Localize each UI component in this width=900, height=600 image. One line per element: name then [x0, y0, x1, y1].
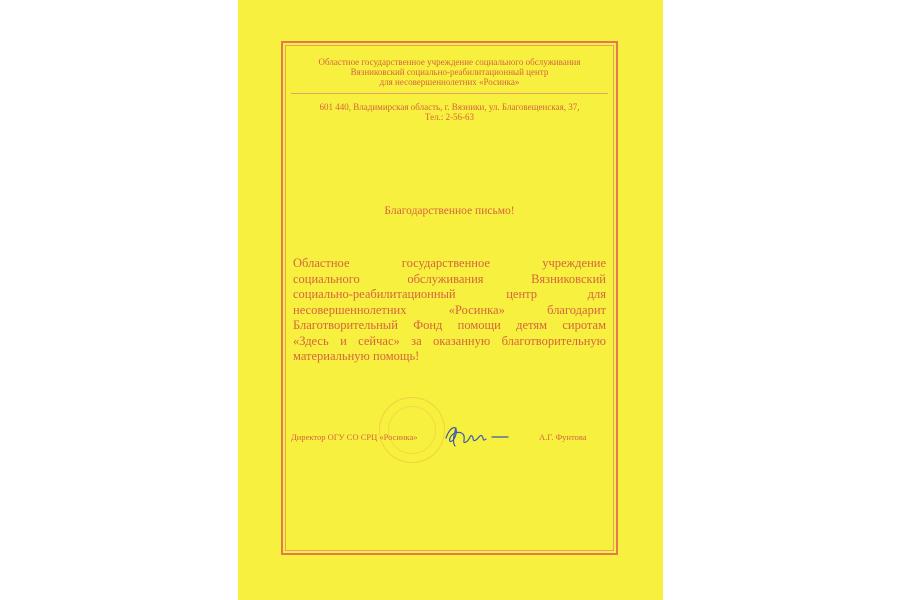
header-phone: Тел.: 2-56-63: [424, 112, 475, 122]
header-org-line-1: Областное государственное учреждение социального обслуживания: [318, 57, 581, 67]
signatory-name: А.Г. Фунтова: [539, 432, 587, 442]
body-line: социального обслуживания Вязниковский: [293, 271, 606, 286]
header-org-line-3: для несовершеннолетних «Росинка»: [379, 77, 520, 87]
letter-body: [293, 256, 606, 365]
letter-frame: [281, 41, 618, 555]
letter-page: [238, 0, 663, 600]
handwritten-signature: [442, 420, 512, 448]
header-org-line-2: Вязниковский социально-реабилитационный центр: [350, 67, 549, 77]
letter-title: Благодарственное письмо!: [384, 205, 515, 217]
header-divider: [291, 93, 608, 94]
body-line: Областное государственное учреждение: [293, 256, 606, 270]
body-line: Благотворительный Фонд помощи детям сиротам: [293, 318, 606, 332]
body-line: социально-реабилитационный центр для: [293, 287, 606, 301]
body-line: «Здесь и сейчас» за оказанную благотворительную: [293, 333, 606, 348]
body-line: материальную помощь!: [293, 349, 420, 363]
header-address: 601 440, Владимирская область, г. Вязники, ул. Благовещенская, 37,: [319, 102, 580, 112]
signatory-position: Директор ОГУ СО СРЦ «Росинка»: [291, 432, 418, 442]
faded-stamp: [379, 397, 445, 463]
body-line: несовершеннолетних «Росинка» благодарит: [293, 302, 606, 317]
